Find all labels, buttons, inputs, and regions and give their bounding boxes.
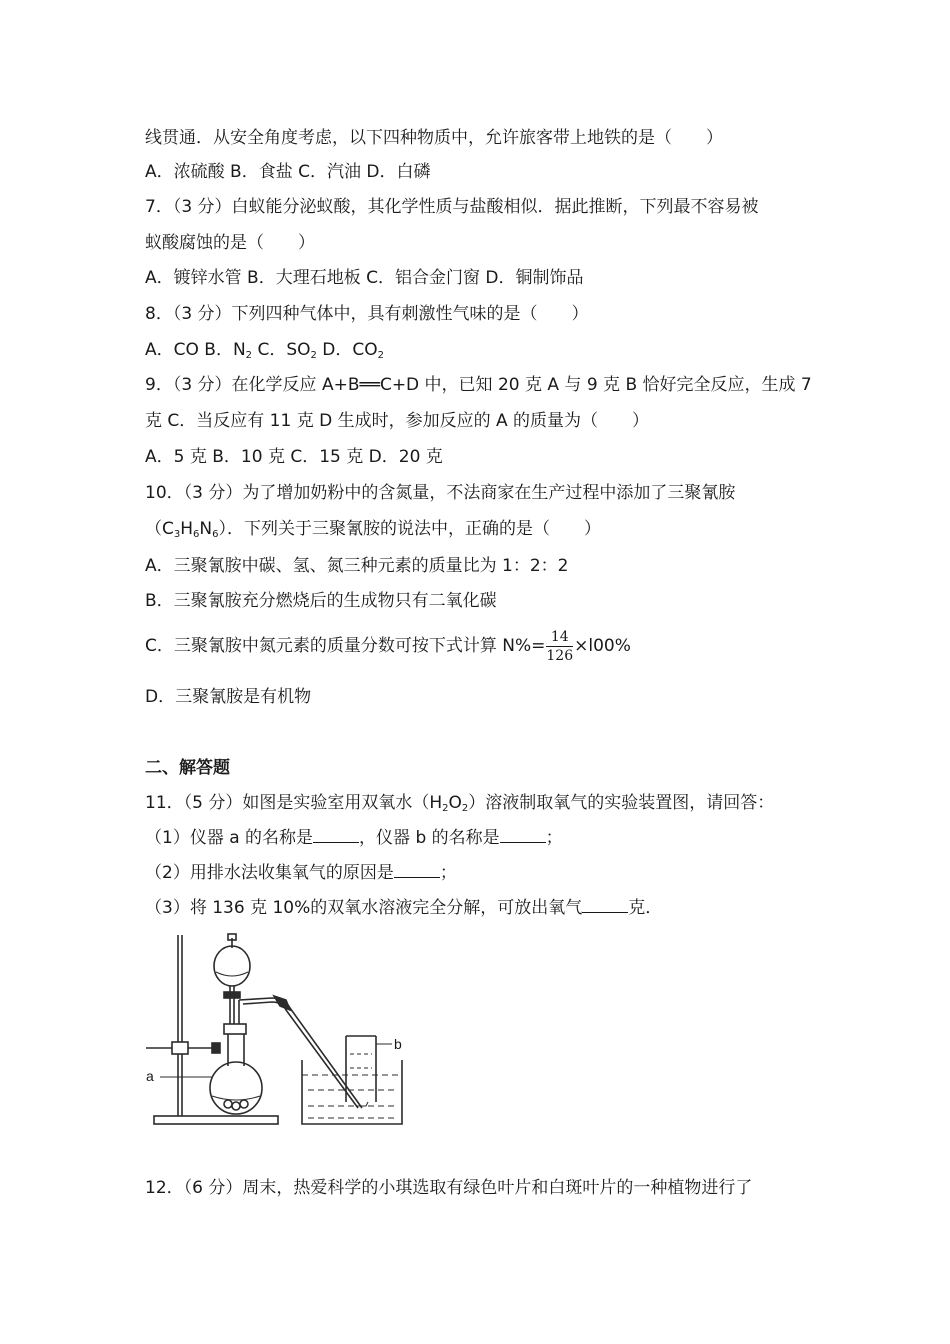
q11-part2: （2）用排水法收集氧气的原因是 ； bbox=[145, 863, 457, 883]
q7-options: A．镀锌水管 B．大理石地板 C．铝合金门窗 D．铜制饰品 bbox=[145, 268, 584, 288]
section-heading: 二、解答题 bbox=[145, 758, 230, 778]
q6-stem-end: 线贯通．从安全角度考虑，以下四种物质中，允许旅客带上地铁的是（ ） bbox=[145, 128, 723, 148]
label-a: a bbox=[146, 1068, 154, 1084]
q10-option-b: B．三聚氰胺充分燃烧后的生成物只有二氧化碳 bbox=[145, 591, 497, 611]
q9-stem-cont: 克 C．当反应有 11 克 D 生成时，参加反应的 A 的质量为（ ） bbox=[145, 411, 650, 431]
q8-options: A．CO B．$N_2$ C．$SO_2$ D．$CO_2$ bbox=[145, 340, 384, 361]
q10-stem: 10．（3 分）为了增加奶粉中的含氮量，不法商家在生产过程中添加了三聚氰胺 bbox=[145, 483, 736, 503]
answer-blank bbox=[394, 863, 440, 878]
iron-stand bbox=[146, 935, 278, 1124]
q7-stem-cont: 蚁酸腐蚀的是（ ） bbox=[145, 233, 315, 253]
water-trough bbox=[302, 1060, 402, 1124]
q10-option-a: A．三聚氰胺中碳、氢、氮三种元素的质量比为 1：2：2 bbox=[145, 556, 569, 576]
answer-blank bbox=[313, 828, 359, 843]
answer-blank bbox=[500, 828, 546, 843]
oxygen-apparatus-figure bbox=[140, 930, 420, 1130]
q9-options: A．5 克 B．10 克 C．15 克 D．20 克 bbox=[145, 447, 443, 467]
q11-stem: 11．（5 分）如图是实验室用双氧水$(H_2O_2)$溶液制取氧气的实验装置图，请回答： bbox=[145, 793, 775, 814]
q7-stem: 7．（3 分）白蚁能分泌蚁酸，其化学性质与盐酸相似．据此推断，下列最不容易被 bbox=[145, 197, 759, 217]
q10-option-d: D．三聚氰胺是有机物 bbox=[145, 687, 312, 707]
q9-stem: 9．（3 分）在化学反应 A+B══C+D 中，已知 20 克 A 与 9 克 B 恰好完全反应，生成 7 bbox=[145, 375, 812, 395]
answer-blank bbox=[582, 898, 628, 913]
fraction: $\frac{14}{126}$ bbox=[546, 628, 574, 664]
q6-options: A．浓硫酸 B．食盐 C．汽油 D．白磷 bbox=[145, 162, 431, 182]
q10-option-c: C．三聚氰胺中氮元素的质量分数可按下式计算 N%= $\frac{14}{126}$ ×l00% bbox=[145, 628, 631, 664]
q8-stem: 8．（3 分）下列四种气体中，具有刺激性气味的是（ ） bbox=[145, 304, 589, 324]
q12-stem: 12．（6 分）周末，热爱科学的小琪选取有绿色叶片和白斑叶片的一种植物进行了 bbox=[145, 1178, 753, 1198]
q11-part3: （3）将 136 克 10%的双氧水溶液完全分解，可放出氧气 克． bbox=[145, 898, 663, 918]
separatory-funnel bbox=[214, 934, 250, 1026]
label-b: b bbox=[394, 1036, 402, 1052]
q11-part1: （1）仪器 a 的名称是 ，仪器 b 的名称是 ； bbox=[145, 828, 563, 848]
q10-stem-cont: $(C_3H_6N_6)$．下列关于三聚氰胺的说法中，正确的是（ ） bbox=[145, 519, 602, 540]
